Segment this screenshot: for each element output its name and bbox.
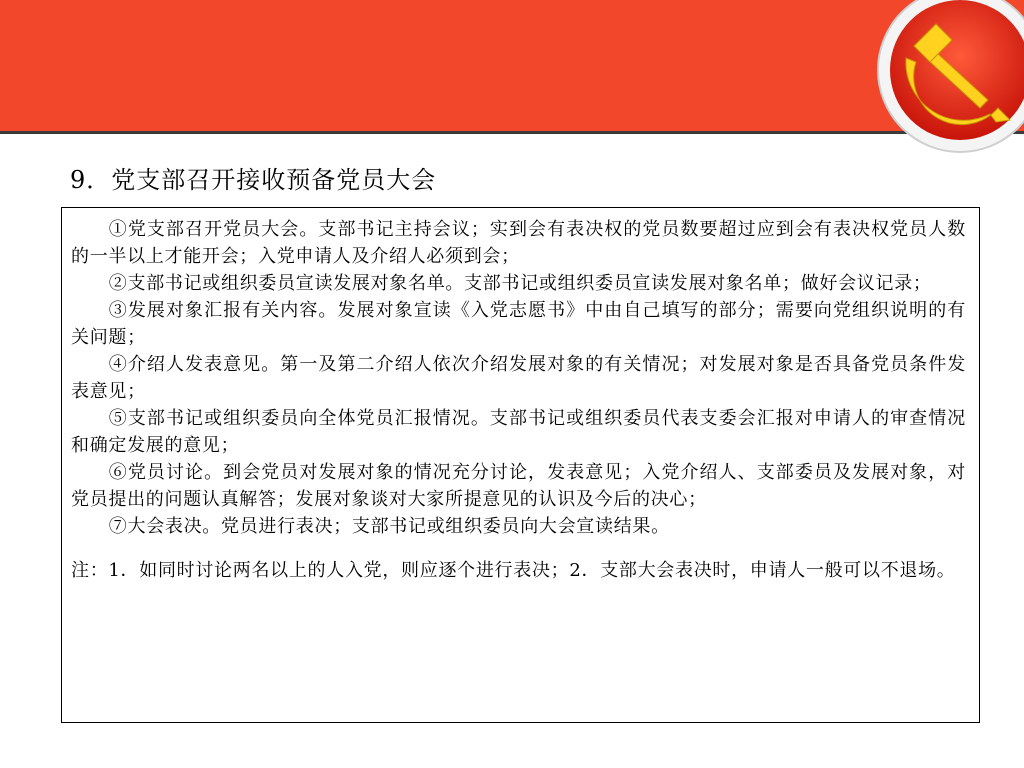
slide-title: 9．党支部召开接收预备党员大会 bbox=[70, 166, 437, 194]
hammer-sickle-emblem-icon bbox=[848, 0, 1024, 160]
party-emblem bbox=[848, 0, 1024, 160]
step-2: ②支部书记或组织委员宣读发展对象名单。支部书记或组织委员宣读发展对象名单；做好会议记录； bbox=[108, 273, 932, 294]
content-box bbox=[61, 207, 980, 723]
step-7: ⑦大会表决。党员进行表决；支部书记或组织委员向大会宣读结果。 bbox=[108, 516, 670, 537]
step-5: ⑤支部书记或组织委员向全体党员汇报情况。支部书记或组织委员代表支委会汇报对申请人的审查情况和确定发展的意见； bbox=[71, 408, 966, 456]
step-1: ①党支部召开党员大会。支部书记主持会议；实到会有表决权的党员数要超过应到会有表决权党员人数的一半以上才能开会；入党申请人及介绍人必须到会； bbox=[71, 219, 966, 267]
note: 注：1．如同时讨论两名以上的人入党，则应逐个进行表决；2．支部大会表决时，申请人一般可以不退场。 bbox=[71, 560, 956, 581]
step-6: ⑥党员讨论。到会党员对发展对象的情况充分讨论，发表意见；入党介绍人、支部委员及发展对象，对党员提出的问题认真解答；发展对象谈对大家所提意见的认识及今后的决心； bbox=[71, 462, 966, 510]
step-3: ③发展对象汇报有关内容。发展对象宣读《入党志愿书》中由自己填写的部分；需要向党组织说明的有关问题； bbox=[71, 300, 966, 348]
step-4: ④介绍人发表意见。第一及第二介绍人依次介绍发展对象的有关情况；对发展对象是否具备党员条件发表意见； bbox=[71, 354, 966, 402]
